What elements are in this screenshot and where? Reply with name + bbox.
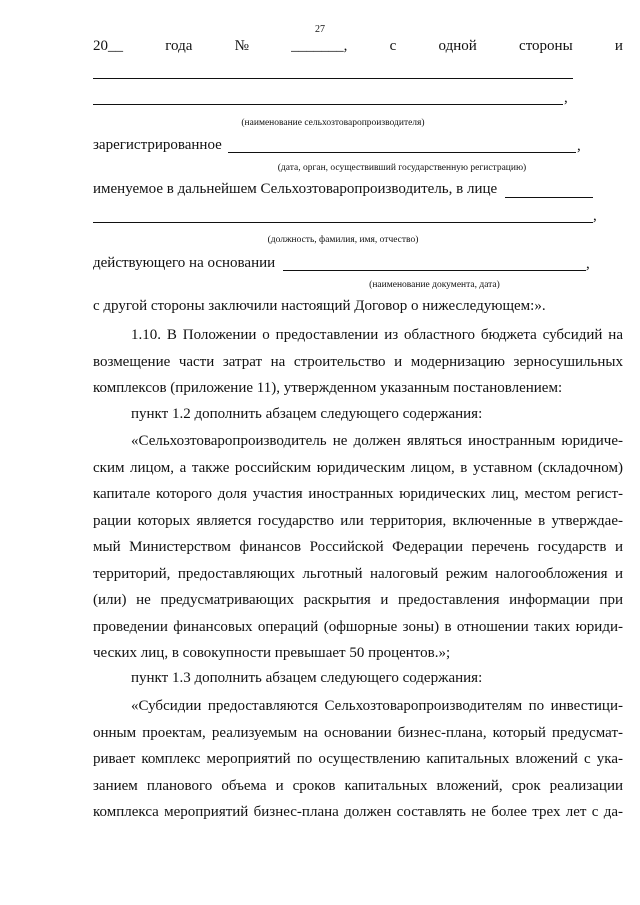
- basis-document-blank: [283, 270, 586, 271]
- one-word: одной: [438, 38, 477, 54]
- page-number: 27: [315, 24, 325, 35]
- closing-line: с другой стороны заключили настоящий Договор о нижеследующем:».: [93, 298, 546, 314]
- side-word: стороны: [519, 38, 573, 54]
- quote-line: рации которых является государство или территория, включенные в утверждае-: [93, 512, 623, 529]
- quote-line: комплекса мероприятий бизнес-плана должен составлять не более трех лет с да-: [93, 804, 623, 820]
- quote-line: «Сельхозтоваропроизводитель не должен являться иностранным юридиче-: [131, 433, 623, 449]
- representative-blank-2: [93, 222, 593, 223]
- quote-line: ским лицом, а также российским юридическим лицом, в уставном (складочном): [93, 459, 623, 476]
- quote-line: онным проектам, реализуемым на основании бизнес-плана, который предусмат-: [93, 724, 623, 741]
- quote-2: [93, 693, 623, 826]
- registered-comma: ,: [577, 138, 581, 154]
- quote-line: «Субсидии предоставляются Сельхозтоваропроизводителям по инвестици-: [131, 698, 623, 714]
- paragraph-line: 1.10. В Положении о предоставлении из областного бюджета субсидий на: [131, 327, 623, 343]
- registration-blank: [228, 152, 576, 153]
- quote-line: территорий, предоставляющих льготный налоговый режим налогообложения и: [93, 565, 623, 582]
- hereinafter-text: именуемое в дальнейшем Сельхозтоваропроизводитель, в лице: [93, 181, 498, 197]
- year-word: года: [165, 38, 193, 54]
- acting-comma: ,: [586, 256, 590, 272]
- number-blank: _______,: [291, 38, 348, 54]
- quote-line: (или) не предусматривающих раскрытия и предоставления информации при: [93, 592, 623, 608]
- quote-1: [93, 428, 623, 667]
- paragraph-1-10: [93, 322, 623, 402]
- caption-registration: (дата, орган, осуществивший государственную регистрацию): [277, 163, 527, 173]
- point-1-3-intro: пункт 1.3 дополнить абзацем следующего содержания:: [131, 670, 483, 686]
- with-word: с: [389, 38, 397, 54]
- quote-line: ческих лиц, в совокупности превышает 50 процентов.»;: [93, 645, 451, 661]
- representative-blank-1: [505, 197, 593, 198]
- producer-name-blank-2: [93, 104, 563, 105]
- representative-comma: ,: [593, 208, 597, 224]
- point-1-2-intro: пункт 1.2 дополнить абзацем следующего содержания:: [131, 406, 483, 422]
- caption-person: (должность, фамилия, имя, отчество): [267, 235, 419, 245]
- paragraph-line: возмещение части затрат на строительство и модернизацию зерносушильных: [93, 353, 623, 370]
- paragraph-line: комплексов (приложение 11), утвержденном указанным постановлением:: [93, 380, 563, 396]
- registered-label: зарегистрированное: [93, 137, 222, 153]
- producer-name-blank-1: [93, 78, 573, 79]
- caption-document: (наименование документа, дата): [369, 280, 500, 290]
- quote-line: занием планового объема и сроков капитальных вложений, срок реализации: [93, 777, 623, 794]
- quote-line: капитале которого доля участия иностранных юридических лиц, местом регист-: [93, 486, 623, 502]
- year-prefix: 20__: [93, 38, 123, 54]
- quote-line: ривает комплекс мероприятий по осуществлению капитальных вложений с ука-: [93, 751, 623, 767]
- number-sign: №: [234, 38, 249, 54]
- and-word: и: [614, 38, 623, 54]
- contract-header-line: [93, 38, 623, 55]
- producer-name-comma: ,: [564, 90, 568, 106]
- quote-line: мый Министерством финансов Российской Федерации перечень государств и: [93, 539, 623, 555]
- acting-label: действующего на основании: [93, 255, 276, 271]
- caption-producer-name: (наименование сельхозтоваропроизводителя): [241, 118, 425, 128]
- quote-line: проведении финансовых операций (офшорные зоны) в отношении таких юриди-: [93, 618, 623, 635]
